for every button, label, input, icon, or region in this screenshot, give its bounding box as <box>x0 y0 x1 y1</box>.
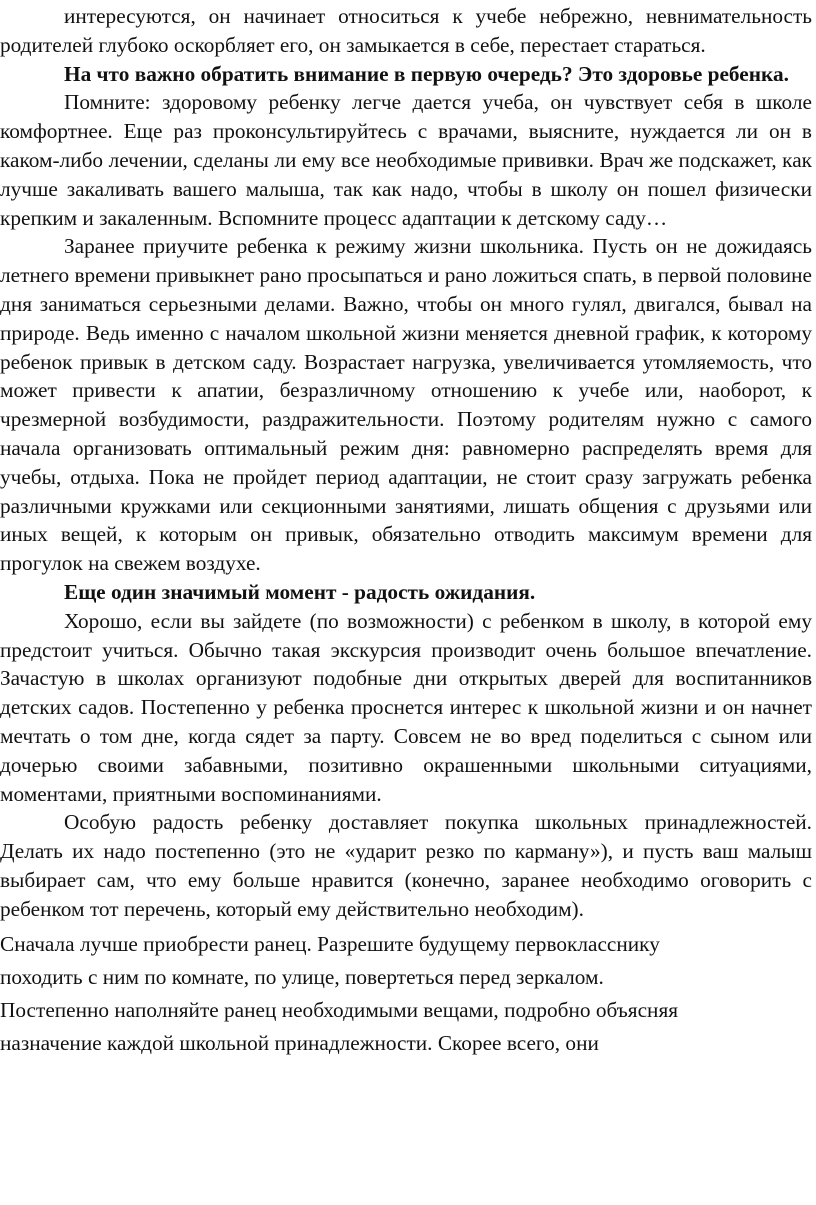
tail-line-3: Постепенно наполняйте ранец необходимыми вещами, подробно объясняя <box>0 997 679 1022</box>
tail-line-4: назначение каждой школьной принадлежности. Скорее всего, они <box>0 1030 599 1055</box>
heading-health: На что важно обратить внимание в первую очередь? Это здоровье ребенка. <box>64 61 789 86</box>
paragraph-supplies: Особую радость ребенку доставляет покупка школьных принадлежностей. Делать их надо постепенно (это не «ударит резко по карману»), и пусть ваш малыш выбирает сам, что ему больше нравится (конечно, заранее необходимо оговорить с ребенком тот перечень, который ему действительно необходим). <box>0 810 812 921</box>
heading-anticipation: Еще один значимый момент - радость ожидания. <box>64 579 536 604</box>
paragraph-school-visit: Хорошо, если вы зайдете (по возможности) с ребенком в школу, в которой ему предстоит учиться. Обычно такая экскурсия производит очень большое впечатление. Зачастую в школах организуют подобные дни открытых дверей для воспитанников детских садов. Постепенно у ребенка проснется интерес к школьной жизни и он начнет мечтать о том дне, когда сядет за парту. Совсем не во вред поделиться с сыном или дочерью своими забавными, позитивно окрашенными школьными ситуациями, моментами, приятными воспоминаниями. <box>0 608 812 806</box>
paragraph-continuation: интересуются, он начинает относиться к учебе небрежно, невнимательность родителей глубоко оскорбляет его, он замыкается в себе, перестает стараться. <box>0 4 812 57</box>
paragraph-routine: Заранее приучите ребенка к режиму жизни школьника. Пусть он не дожидаясь летнего времени привыкнет рано просыпаться и рано ложиться спать, в первой половине дня заниматься серьезными делами. Важно, чтобы он много гулял, двигался, бывал на природе. Ведь именно с началом школьной жизни меняется дневной график, к которому ребенок привык в детском саду. Возрастает нагрузка, увеличивается утомляемость, что может привести к апатии, безразличному отношению к учебе или, наоборот, к чрезмерной возбудимости, раздражительности. Поэтому родителям нужно с самого начала организовать оптимальный режим дня: равномерно распределять время для учебы, отдыха. Пока не пройдет период адаптации, не стоит сразу загружать ребенка различными кружками или секционными занятиями, лишать общения с друзьями или иных вещей, к которым он привык, обязательно отводить максимум времени для прогулок на свежем воздухе. <box>0 234 812 576</box>
paragraph-health: Помните: здоровому ребенку легче дается учеба, он чувствует себя в школе комфортнее. Еще раз проконсультируйтесь с врачами, выясните, нуждается ли он в каком-либо лечении, сделаны ли ему все необходимые прививки. Врач же подскажет, как лучше закаливать вашего малыша, так как надо, чтобы в школу он пошел физически крепким и закаленным. Вспомните процесс адаптации к детскому саду… <box>0 90 812 230</box>
tail-line-2: походить с ним по комнате, по улице, повертеться перед зеркалом. <box>0 964 604 989</box>
tail-line-1: Сначала лучше приобрести ранец. Разрешите будущему первокласснику <box>0 931 660 956</box>
